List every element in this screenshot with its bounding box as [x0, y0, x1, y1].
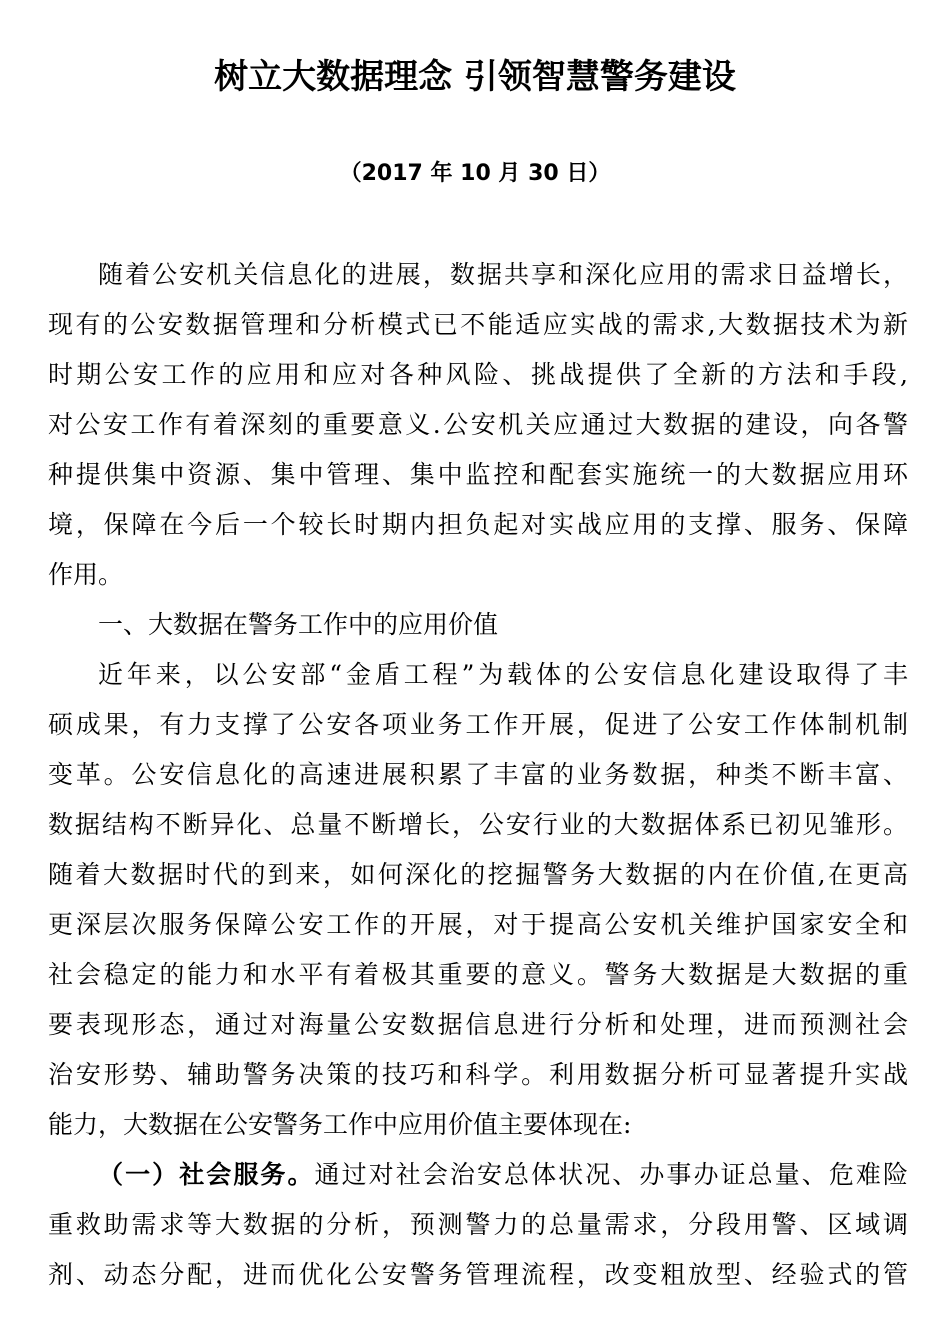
document-body — [48, 250, 908, 1300]
paragraph-line: 硕成果，有力支撑了公安各项业务工作开展，促进了公安工作体制机制 — [48, 710, 908, 739]
paragraph-line: 对公安工作有着深刻的重要意义.公安机关应通过大数据的建设，向各警 — [48, 410, 908, 439]
paragraph-line: 治安形势、辅助警务决策的技巧和科学。利用数据分析可显著提升实战 — [48, 1060, 908, 1089]
paragraph-line: 近年来，以公安部“金盾工程”为载体的公安信息化建设取得了丰 — [98, 660, 908, 689]
paragraph-line: 剂、动态分配，进而优化公安警务管理流程，改变粗放型、经验式的管 — [48, 1260, 908, 1289]
paragraph-line: 更深层次服务保障公安工作的开展，对于提高公安机关维护国家安全和 — [48, 910, 908, 939]
subsection-text: 通过对社会治安总体状况、办事办证总量、危难险 — [314, 1160, 908, 1189]
paragraph-line: 社会稳定的能力和水平有着极其重要的意义。警务大数据是大数据的重 — [48, 960, 908, 989]
subsection-lead: （一）社会服务。 — [98, 1160, 315, 1189]
paragraph-line: 能力，大数据在公安警务工作中应用价值主要体现在: — [48, 1110, 632, 1139]
subsection-line — [48, 1150, 908, 1200]
paragraph-line: 随着大数据时代的到来，如何深化的挖掘警务大数据的内在价值,在更高 — [48, 860, 908, 889]
paragraph-line: 种提供集中资源、集中管理、集中监控和配套实施统一的大数据应用环 — [48, 460, 908, 489]
paragraph-line: 境，保障在今后一个较长时期内担负起对实战应用的支撑、服务、保障 — [48, 510, 908, 539]
paragraph-line: 变革。公安信息化的高速进展积累了丰富的业务数据，种类不断丰富、 — [48, 760, 908, 789]
paragraph-line: 随着公安机关信息化的进展，数据共享和深化应用的需求日益增长， — [98, 260, 908, 289]
paragraph-line: 时期公安工作的应用和应对各种风险、挑战提供了全新的方法和手段, — [48, 360, 908, 389]
section-heading: 一、大数据在警务工作中的应用价值 — [98, 610, 499, 639]
document-title: 树立大数据理念 引领智慧警务建设 — [214, 57, 736, 97]
paragraph-line: 作用。 — [48, 560, 124, 589]
paragraph-line: 要表现形态，通过对海量公安数据信息进行分析和处理，进而预测社会 — [48, 1010, 908, 1039]
paragraph-line: 数据结构不断异化、总量不断增长，公安行业的大数据体系已初见雏形。 — [48, 810, 908, 839]
document-date: （2017 年 10 月 30 日） — [339, 161, 611, 186]
paragraph-line: 现有的公安数据管理和分析模式已不能适应实战的需求,大数据技术为新 — [48, 310, 908, 339]
paragraph-line: 重救助需求等大数据的分析，预测警力的总量需求，分段用警、区域调 — [48, 1210, 908, 1239]
